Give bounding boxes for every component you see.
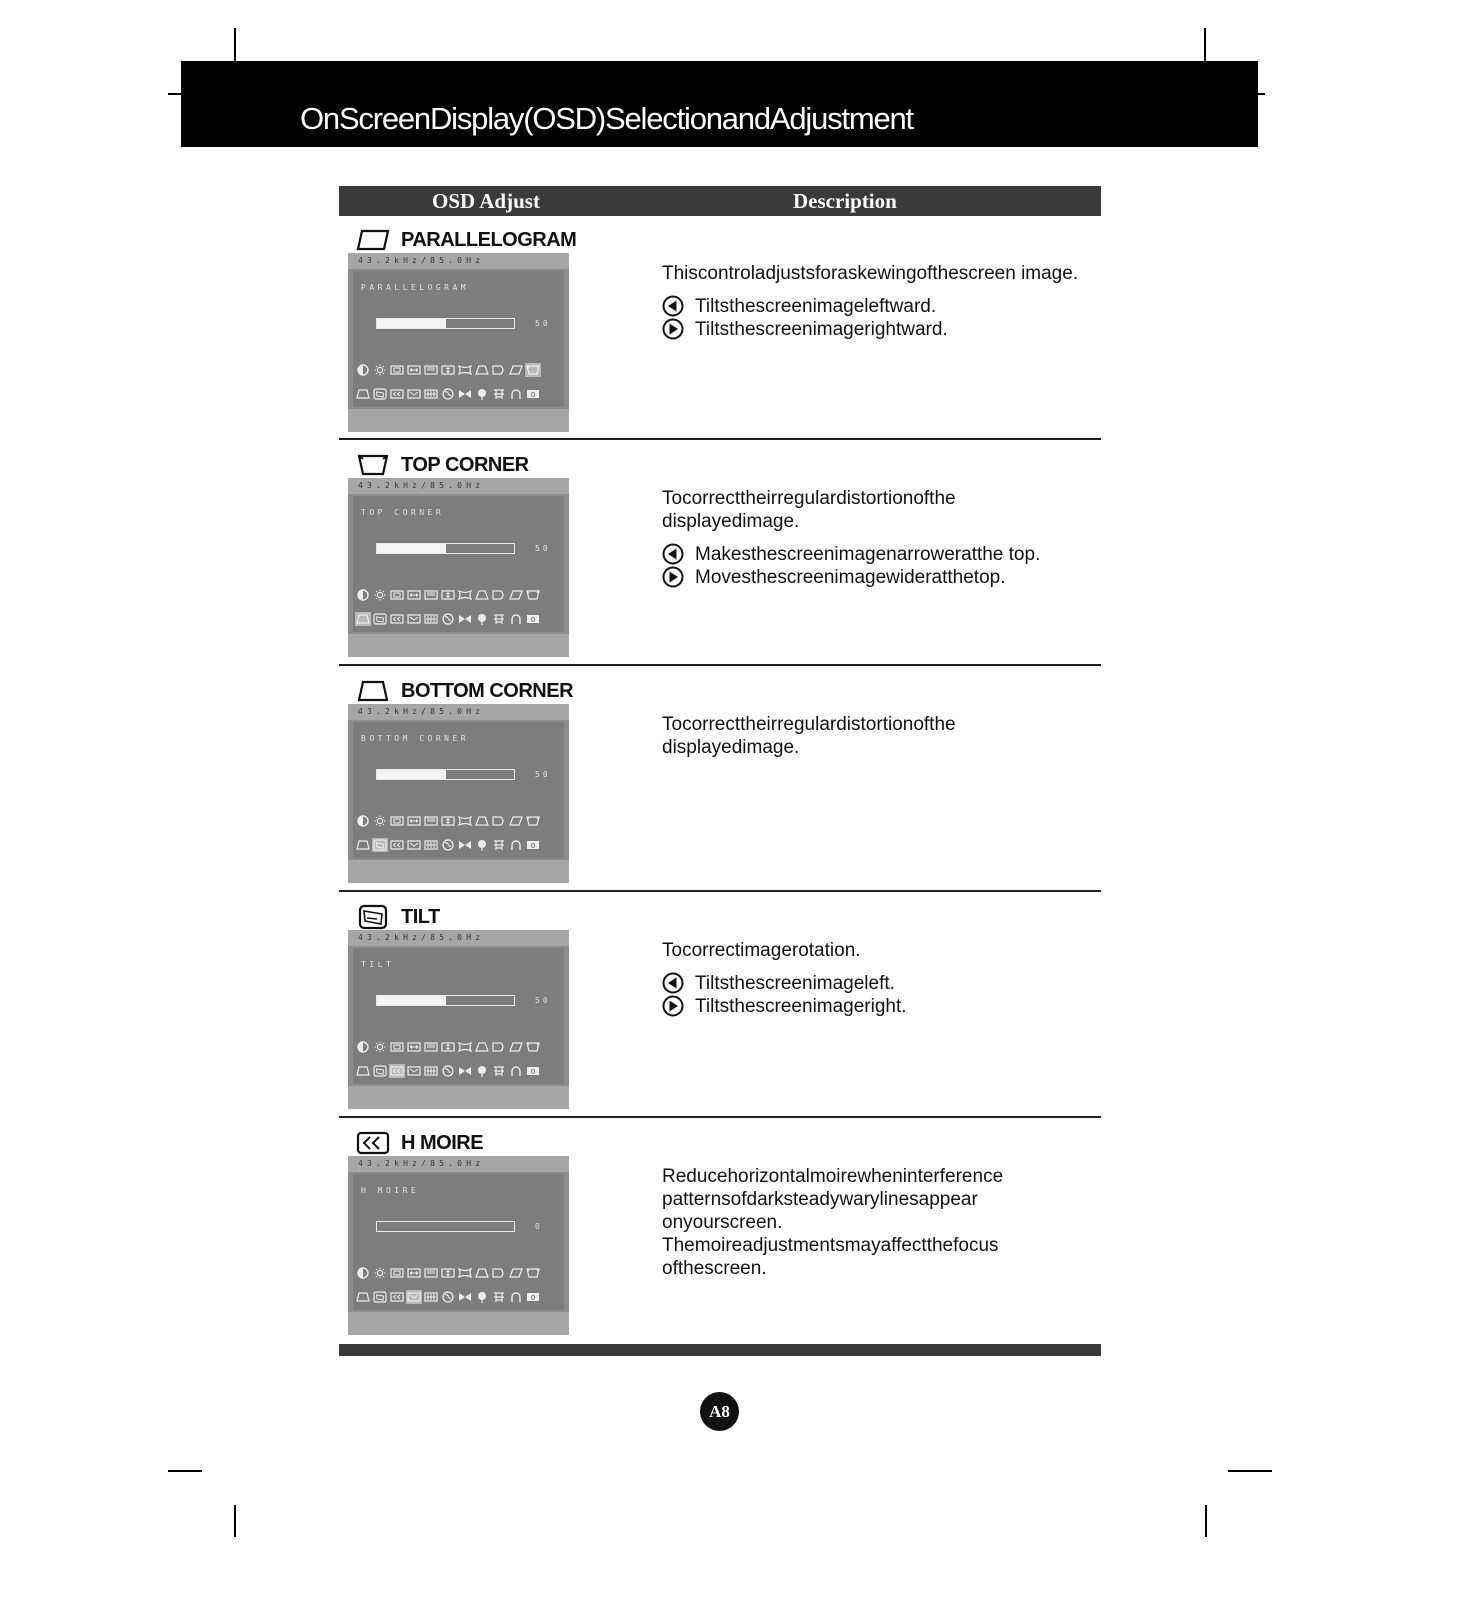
degauss-icon <box>457 612 473 626</box>
h-size-icon <box>406 588 422 602</box>
section-heading <box>355 226 576 254</box>
column-header-description: Description <box>793 189 897 213</box>
section-description <box>662 1165 1092 1290</box>
osd-frequency: 43.2kHz/85.0Hz <box>348 930 569 946</box>
language-icon <box>440 1290 456 1304</box>
language-icon <box>440 838 456 852</box>
osd-value: 50 <box>535 770 551 779</box>
v-moire-icon <box>406 387 422 401</box>
exit-icon <box>525 1064 541 1078</box>
tilt-small-icon <box>372 387 388 401</box>
contrast-icon <box>355 814 371 828</box>
parallelogram-small-icon <box>508 1040 524 1054</box>
description-bullet <box>662 543 1092 566</box>
trapezoid-icon <box>474 1040 490 1054</box>
osd-icon-row <box>355 588 541 602</box>
table-header <box>339 186 1101 216</box>
description-bullet <box>662 995 1092 1018</box>
degauss-icon <box>457 387 473 401</box>
balance-icon <box>491 588 507 602</box>
left-arrow-icon <box>662 295 684 317</box>
crop-mark <box>234 1505 236 1537</box>
h-position-icon <box>389 814 405 828</box>
right-arrow-icon <box>662 995 684 1017</box>
osd-control-name: PARALLELOGRAM <box>361 283 470 292</box>
osd-screenshot <box>348 930 569 1109</box>
osd-control-name: BOTTOM CORNER <box>361 734 470 743</box>
h-size-icon <box>406 1040 422 1054</box>
contrast-icon <box>355 363 371 377</box>
osd-frequency: 43.2kHz/85.0Hz <box>348 253 569 269</box>
bottom-corner-small-icon <box>355 387 371 401</box>
osd-value: 50 <box>535 319 551 328</box>
pincushion-icon <box>457 363 473 377</box>
left-arrow-icon <box>662 972 684 994</box>
trapezoid-icon <box>474 588 490 602</box>
parallelogram-icon <box>355 227 391 253</box>
osd-panel <box>353 496 564 632</box>
pincushion-icon <box>457 814 473 828</box>
h-moire-small-icon <box>389 612 405 626</box>
exit-icon <box>525 838 541 852</box>
exit-icon <box>525 612 541 626</box>
balance-icon <box>491 1040 507 1054</box>
description-text: Tocorrecttheirregulardistortionofthe displayedimage. <box>662 714 956 758</box>
osd-value: 50 <box>535 544 551 553</box>
section-heading <box>355 1129 483 1157</box>
description-text: Tocorrectimagerotation. <box>662 940 861 961</box>
degauss-icon <box>457 838 473 852</box>
crop-mark <box>234 28 236 62</box>
osd-frequency: 43.2kHz/85.0Hz <box>348 704 569 720</box>
brightness-icon <box>372 1266 388 1280</box>
color-temp-icon <box>423 838 439 852</box>
column-header-osd-adjust: OSD Adjust <box>432 189 540 213</box>
top-corner-small-icon <box>525 814 541 828</box>
section-heading <box>355 903 440 931</box>
osd-level-fill <box>377 770 446 779</box>
section-description <box>662 262 1092 341</box>
v-size-icon <box>440 588 456 602</box>
v-moire-icon <box>406 612 422 626</box>
section-divider <box>339 438 1101 440</box>
trapezoid-icon <box>474 814 490 828</box>
top-corner-small-icon <box>525 1266 541 1280</box>
osd-screenshot <box>348 704 569 883</box>
tilt-icon <box>355 904 391 930</box>
v-size-icon <box>440 363 456 377</box>
crop-mark <box>168 1470 202 1472</box>
osd-control-name: H MOIRE <box>361 1186 420 1195</box>
balance-icon <box>491 814 507 828</box>
svg-text:0: 0 <box>530 391 536 399</box>
h-size-icon <box>406 814 422 828</box>
tilt-small-icon <box>372 612 388 626</box>
brightness-icon <box>372 363 388 377</box>
v-moire-icon <box>406 1290 422 1304</box>
osd-footer <box>348 860 569 883</box>
v-position-icon <box>423 1040 439 1054</box>
osd-position-icon <box>474 612 490 626</box>
osd-level-bar <box>376 1221 515 1232</box>
contrast-icon <box>355 1266 371 1280</box>
osd-position-icon <box>474 1064 490 1078</box>
svg-text:0: 0 <box>530 1068 536 1076</box>
osd-icon-row <box>355 363 541 377</box>
h-position-icon <box>389 588 405 602</box>
bottom-corner-small-icon <box>355 1290 371 1304</box>
trapezoid-icon <box>474 1266 490 1280</box>
bottom-corner-small-icon <box>355 1064 371 1078</box>
crop-mark <box>1257 93 1265 95</box>
setup-icon <box>491 1064 507 1078</box>
color-temp-icon <box>423 387 439 401</box>
description-bullet <box>662 295 1092 318</box>
osd-section <box>339 893 1101 1115</box>
v-position-icon <box>423 1266 439 1280</box>
osd-panel <box>353 271 564 407</box>
description-bullet <box>662 566 1092 589</box>
contrast-icon <box>355 1040 371 1054</box>
section-title: PARALLELOGRAM <box>401 228 577 251</box>
osd-control-name: TILT <box>361 960 395 969</box>
h-moire-small-icon <box>389 1064 405 1078</box>
bottom-corner-small-icon <box>355 612 371 626</box>
osd-screenshot <box>348 1156 569 1335</box>
osd-level-fill <box>377 319 446 328</box>
degauss-icon <box>457 1290 473 1304</box>
setup-icon <box>491 1290 507 1304</box>
osd-control-name: TOP CORNER <box>361 508 445 517</box>
osd-value: 50 <box>535 996 551 1005</box>
osd-icon-row <box>355 814 541 828</box>
svg-text:0: 0 <box>530 616 536 624</box>
h-position-icon <box>389 1040 405 1054</box>
h-moire-small-icon <box>389 838 405 852</box>
pincushion-icon <box>457 1266 473 1280</box>
osd-level-bar <box>376 995 515 1006</box>
tilt-small-icon <box>372 1290 388 1304</box>
osd-level-fill <box>377 996 446 1005</box>
h-size-icon <box>406 1266 422 1280</box>
v-size-icon <box>440 1040 456 1054</box>
top-corner-small-icon <box>525 588 541 602</box>
osd-screenshot <box>348 478 569 657</box>
parallelogram-small-icon <box>508 814 524 828</box>
osd-footer <box>348 634 569 657</box>
osd-panel <box>353 948 564 1084</box>
description-text: Reducehorizontalmoirewheninterference patternsofdarksteadywarylinesappear onyourscreen. <box>662 1166 1004 1233</box>
h-position-icon <box>389 1266 405 1280</box>
h-size-icon <box>406 363 422 377</box>
parallelogram-small-icon <box>508 363 524 377</box>
brightness-icon <box>372 588 388 602</box>
pincushion-icon <box>457 588 473 602</box>
osd-icon-row <box>355 612 541 626</box>
language-icon <box>440 387 456 401</box>
section-description <box>662 939 1092 1018</box>
osd-level-bar <box>376 318 515 329</box>
pincushion-icon <box>457 1040 473 1054</box>
title-banner <box>181 61 1258 147</box>
setup-icon <box>491 612 507 626</box>
v-position-icon <box>423 588 439 602</box>
left-arrow-icon <box>662 543 684 565</box>
osd-icon-row <box>355 838 541 852</box>
h-moire-icon <box>355 1130 391 1156</box>
section-heading <box>355 677 573 705</box>
osd-icon-row <box>355 1266 541 1280</box>
osd-value: 0 <box>535 1222 543 1231</box>
osd-section <box>339 441 1101 663</box>
parallelogram-small-icon <box>508 1266 524 1280</box>
crop-mark <box>168 93 182 95</box>
description-text: Tocorrecttheirregulardistortionofthe displayedimage. <box>662 488 956 532</box>
svg-text:0: 0 <box>530 1294 536 1302</box>
recall-icon <box>508 1290 524 1304</box>
osd-frequency: 43.2kHz/85.0Hz <box>348 478 569 494</box>
osd-icon-row <box>355 1040 541 1054</box>
osd-screenshot <box>348 253 569 432</box>
bullet-text: Tiltsthescreenimageright. <box>695 996 907 1017</box>
osd-section <box>339 1119 1101 1341</box>
setup-icon <box>491 838 507 852</box>
bullet-text: Tiltsthescreenimageleft. <box>695 973 895 994</box>
top-corner-small-icon <box>525 363 541 377</box>
right-arrow-icon <box>662 566 684 588</box>
osd-position-icon <box>474 387 490 401</box>
v-size-icon <box>440 814 456 828</box>
section-heading <box>355 451 529 479</box>
balance-icon <box>491 1266 507 1280</box>
exit-icon <box>525 387 541 401</box>
brightness-icon <box>372 1040 388 1054</box>
section-title: TILT <box>401 905 440 928</box>
trapezoid-icon <box>474 363 490 377</box>
color-temp-icon <box>423 1064 439 1078</box>
crop-mark <box>1228 1470 1272 1472</box>
section-title: BOTTOM CORNER <box>401 679 574 702</box>
osd-icon-row <box>355 1290 541 1304</box>
recall-icon <box>508 838 524 852</box>
osd-footer <box>348 1086 569 1109</box>
page-number: A8 <box>709 1401 730 1421</box>
language-icon <box>440 1064 456 1078</box>
osd-footer <box>348 409 569 432</box>
osd-footer <box>348 1312 569 1335</box>
recall-icon <box>508 387 524 401</box>
section-divider <box>339 890 1101 892</box>
recall-icon <box>508 1064 524 1078</box>
bottom-corner-icon <box>355 678 391 704</box>
section-divider <box>339 664 1101 666</box>
bullet-text: Movesthescreenimagewideratthetop. <box>695 567 1006 588</box>
table-bottom-bar <box>339 1344 1101 1356</box>
h-position-icon <box>389 363 405 377</box>
crop-mark <box>1204 28 1206 62</box>
osd-level-fill <box>377 544 446 553</box>
balance-icon <box>491 363 507 377</box>
description-text: Thiscontroladjustsforaskewingofthescreen image. <box>662 263 1079 284</box>
description-bullet <box>662 972 1092 995</box>
section-title: H MOIRE <box>401 1131 484 1154</box>
setup-icon <box>491 387 507 401</box>
right-arrow-icon <box>662 318 684 340</box>
osd-section <box>339 667 1101 889</box>
v-moire-icon <box>406 1064 422 1078</box>
section-divider <box>339 1116 1101 1118</box>
page-number-badge <box>700 1392 739 1431</box>
osd-panel <box>353 1174 564 1310</box>
h-moire-small-icon <box>389 1290 405 1304</box>
osd-frequency: 43.2kHz/85.0Hz <box>348 1156 569 1172</box>
osd-icon-row <box>355 1064 541 1078</box>
osd-position-icon <box>474 838 490 852</box>
tilt-small-icon <box>372 838 388 852</box>
v-moire-icon <box>406 838 422 852</box>
osd-level-bar <box>376 543 515 554</box>
v-position-icon <box>423 363 439 377</box>
color-temp-icon <box>423 1290 439 1304</box>
section-description <box>662 487 1092 589</box>
color-temp-icon <box>423 612 439 626</box>
bullet-text: Makesthescreenimagenarroweratthe top. <box>695 544 1041 565</box>
bullet-text: Tiltsthescreenimagerightward. <box>695 319 948 340</box>
osd-position-icon <box>474 1290 490 1304</box>
bottom-corner-small-icon <box>355 838 371 852</box>
language-icon <box>440 612 456 626</box>
osd-icon-row <box>355 387 541 401</box>
description-bullet <box>662 318 1092 341</box>
top-corner-small-icon <box>525 1040 541 1054</box>
osd-level-bar <box>376 769 515 780</box>
tilt-small-icon <box>372 1064 388 1078</box>
exit-icon <box>525 1290 541 1304</box>
osd-panel <box>353 722 564 858</box>
section-title: TOP CORNER <box>401 453 529 476</box>
v-size-icon <box>440 1266 456 1280</box>
bullet-text: Tiltsthescreenimageleftward. <box>695 296 937 317</box>
h-moire-small-icon <box>389 387 405 401</box>
osd-section <box>339 216 1101 438</box>
crop-mark <box>1205 1505 1207 1537</box>
section-description <box>662 713 1092 769</box>
brightness-icon <box>372 814 388 828</box>
description-text: Themoireadjustmentsmayaffectthefocus ofthescreen. <box>662 1235 999 1279</box>
svg-text:0: 0 <box>530 842 536 850</box>
top-corner-icon <box>355 452 391 478</box>
page-title: OnScreenDisplay(OSD)SelectionandAdjustment <box>300 101 913 136</box>
degauss-icon <box>457 1064 473 1078</box>
parallelogram-small-icon <box>508 588 524 602</box>
recall-icon <box>508 612 524 626</box>
contrast-icon <box>355 588 371 602</box>
v-position-icon <box>423 814 439 828</box>
